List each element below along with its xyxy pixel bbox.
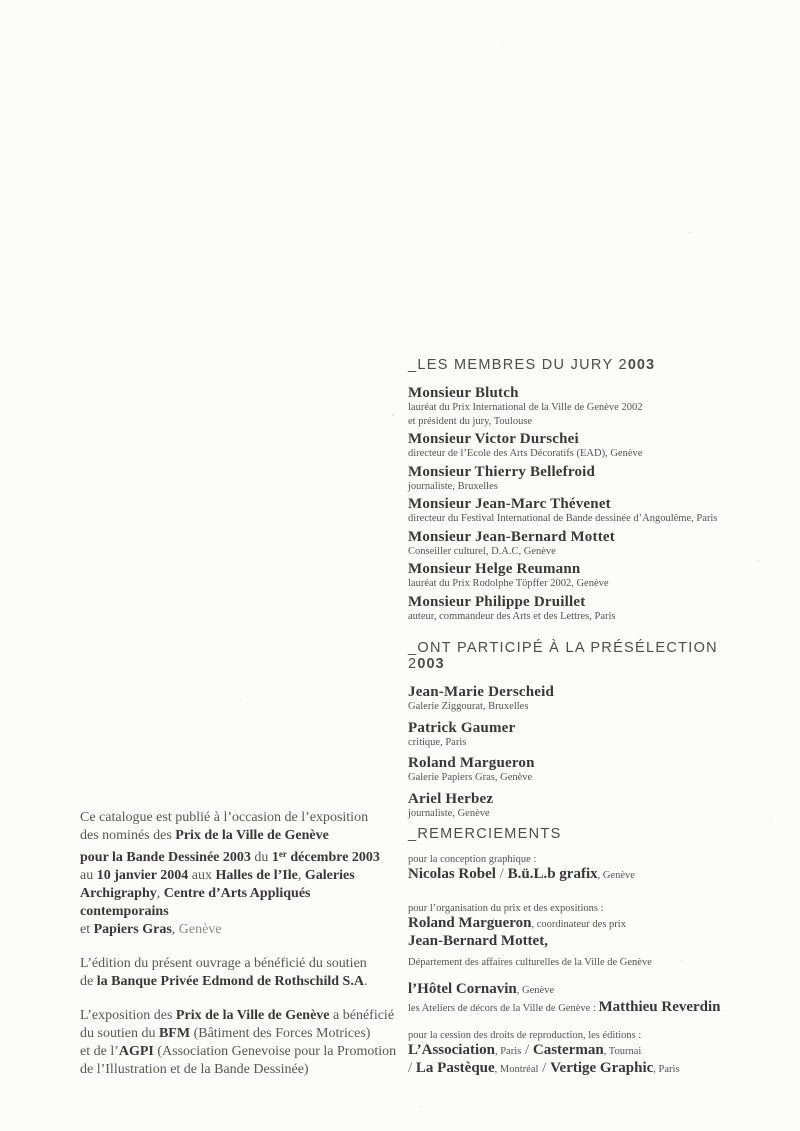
jury-heading-year-bold: 003 xyxy=(627,357,656,373)
preselection-member xyxy=(408,755,758,785)
credit-line: / La Pastèque, Montréal / Vertige Graphic, Paris xyxy=(408,1060,680,1076)
jury-member xyxy=(408,529,758,559)
colophon-line: de l’Illustration et de la Bande Dessinée) xyxy=(80,1062,309,1077)
member-detail: Galerie Ziggourat, Bruxelles xyxy=(408,701,529,712)
member-name: Monsieur Jean-Marc Thévenet xyxy=(408,496,611,512)
jury-member xyxy=(408,594,758,624)
member-detail: lauréat du Prix Rodolphe Töpffer 2002, Genève xyxy=(408,578,609,589)
member-name: Ariel Herbez xyxy=(408,790,494,807)
preselection-section-heading xyxy=(408,640,758,672)
credit-block-publishers xyxy=(408,1029,758,1078)
member-name: Monsieur Blutch xyxy=(408,385,519,401)
jury-member xyxy=(408,385,758,428)
member-name: Monsieur Philippe Druillet xyxy=(408,593,586,610)
colophon-line: L’exposition des Prix de la Ville de Genève a bénéficié xyxy=(80,1008,395,1023)
credit-line: l’Hôtel Cornavin, Genève xyxy=(408,981,555,997)
jury-member xyxy=(408,561,758,591)
member-name: Jean-Marie Derscheid xyxy=(408,684,555,700)
preselection-member xyxy=(408,684,758,714)
member-detail: directeur de l’Ecole des Arts Décoratifs (EAD), Genève xyxy=(408,448,643,459)
member-name: Patrick Gaumer xyxy=(408,719,516,736)
member-detail: et président du jury, Toulouse xyxy=(408,415,533,427)
colophon-line: et de l’AGPI (Association Genevoise pour la Promotion xyxy=(80,1044,397,1059)
member-detail: Conseiller culturel, D.A.C, Genève xyxy=(408,545,556,557)
credit-label: pour la cession des droits de reproduction, les éditions : xyxy=(408,1030,642,1041)
preselection-member xyxy=(408,720,758,750)
jury-heading-text: _LES MEMBRES DU JURY 2 xyxy=(408,357,628,373)
acknowledgements-section-heading: _REMERCIEMENTS xyxy=(408,826,562,842)
jury-section-heading xyxy=(408,357,758,373)
preselection-member xyxy=(408,791,758,821)
colophon-paragraph-edition xyxy=(80,955,400,991)
credit-block-organisation xyxy=(408,902,758,971)
member-detail: lauréat du Prix International de la Ville de Genève 2002 xyxy=(408,402,643,413)
credit-label: pour la conception graphique : xyxy=(408,854,537,865)
credit-line: Roland Margueron, coordinateur des prix xyxy=(408,915,626,931)
credit-line: les Ateliers de décors de la Ville de Genève : Matthieu Reverdin xyxy=(408,999,721,1015)
member-detail: journaliste, Genève xyxy=(408,807,490,819)
colophon-line: pour la Bande Dessinée 2003 du 1er décembre 2003 xyxy=(80,849,380,865)
member-name: Monsieur Victor Durschei xyxy=(408,431,579,447)
colophon-paragraph-exhibition xyxy=(80,809,400,939)
colophon-paragraph-support xyxy=(80,1007,400,1079)
jury-member xyxy=(408,431,758,461)
credit-line: Jean-Bernard Mottet, xyxy=(408,933,548,949)
credits-column xyxy=(408,357,758,1078)
preselection-heading-year-bold: 003 xyxy=(417,656,445,672)
credit-line: Département des affaires culturelles de la Ville de Genève xyxy=(408,957,652,968)
colophon-line: au 10 janvier 2004 aux Halles de l’Ile, Galeries xyxy=(80,868,355,883)
colophon-line: L’édition du présent ouvrage a bénéficié du soutien xyxy=(80,956,367,971)
colophon-line: Ce catalogue est publié à l’occasion de l’exposition xyxy=(80,810,369,825)
preselection-heading-text: _ONT PARTICIPÉ À LA PRÉSÉLECTION 2 xyxy=(408,640,718,672)
credit-line: Nicolas Robel / B.ü.L.b grafix, Genève xyxy=(408,866,635,882)
member-detail: auteur, commandeur des Arts et des Lettres, Paris xyxy=(408,610,616,622)
jury-member xyxy=(408,464,758,494)
member-name: Monsieur Jean-Bernard Mottet xyxy=(408,528,615,545)
jury-member xyxy=(408,496,758,526)
colophon-line: Archigraphy, Centre d’Arts Appliqués contemporains xyxy=(80,886,311,919)
scan-noise xyxy=(0,0,2,2)
colophon-line: de la Banque Privée Edmond de Rothschild S.A. xyxy=(80,974,368,989)
credit-label: pour l’organisation du prix et des expositions : xyxy=(408,903,604,914)
colophon-line: et Papiers Gras, Genève xyxy=(80,922,222,937)
member-name: Monsieur Helge Reumann xyxy=(408,561,581,577)
credit-block-venues xyxy=(408,981,758,1017)
member-name: Roland Margueron xyxy=(408,755,535,771)
member-detail: critique, Paris xyxy=(408,736,467,748)
credit-block-graphic-design xyxy=(408,853,758,884)
member-detail: directeur du Festival International de Bande dessinée d’Angoulême, Paris xyxy=(408,513,718,524)
member-detail: Galerie Papiers Gras, Genève xyxy=(408,772,533,783)
member-detail: journaliste, Bruxelles xyxy=(408,480,498,492)
colophon-line: des nominés des Prix de la Ville de Genève xyxy=(80,828,329,843)
colophon-line: du soutien du BFM (Bâtiment des Forces Motrices) xyxy=(80,1026,371,1041)
colophon-column xyxy=(80,809,400,1095)
member-name: Monsieur Thierry Bellefroid xyxy=(408,463,596,480)
credit-line: L’Association, Paris / Casterman, Tournai xyxy=(408,1042,642,1058)
